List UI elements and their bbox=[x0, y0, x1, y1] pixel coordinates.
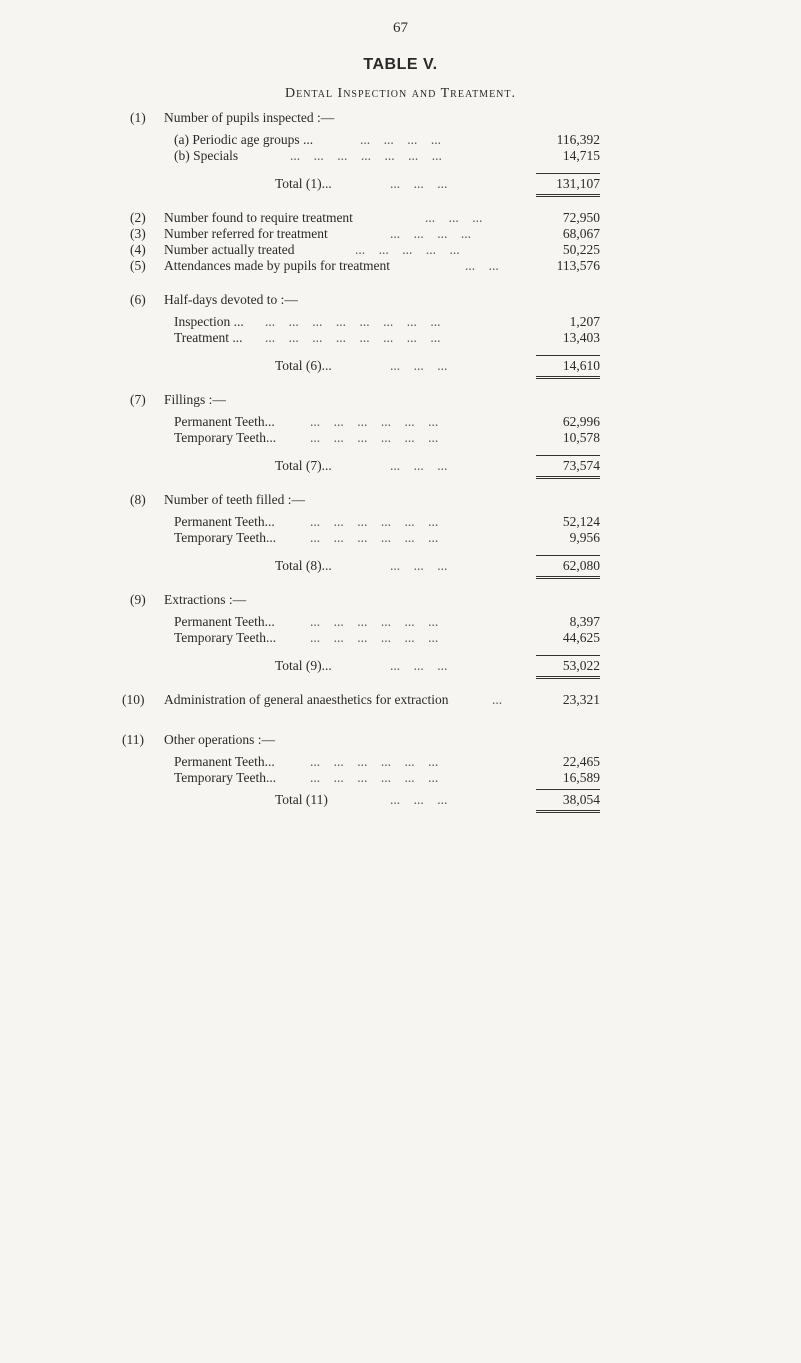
total-row: Total (6)... ... ... ... 14,610 bbox=[130, 358, 600, 374]
table-row: Permanent Teeth... ... ... ... ... ... ... 52,124 bbox=[174, 514, 600, 529]
table-row: Inspection ... ... ... ... ... ... ... ... ... 1,207 bbox=[174, 314, 600, 329]
table-row: (10) Administration of general anaesthetics for extraction ... 23,321 bbox=[122, 692, 600, 707]
table-row: Permanent Teeth... ... ... ... ... ... ... 8,397 bbox=[174, 614, 600, 629]
section-11-header: (11) Other operations :— bbox=[122, 732, 275, 747]
table-row: (5) Attendances made by pupils for treatment ... ... 113,576 bbox=[130, 258, 600, 273]
table-subtitle: Dental Inspection and Treatment. bbox=[284, 86, 517, 101]
table-row: (b) Specials ... ... ... ... ... ... ... 14,715 bbox=[174, 148, 600, 163]
table-row: Temporary Teeth... ... ... ... ... ... ... 9,956 bbox=[174, 530, 600, 545]
section-6-header: (6) Half-days devoted to :— bbox=[130, 292, 298, 307]
section-9-header: (9) Extractions :— bbox=[130, 592, 247, 607]
table-row: Permanent Teeth... ... ... ... ... ... ... 62,996 bbox=[174, 414, 600, 429]
total-row: Total (8)... ... ... ... 62,080 bbox=[130, 558, 600, 574]
table-row: Permanent Teeth... ... ... ... ... ... ... 22,465 bbox=[174, 754, 600, 769]
table-row: Temporary Teeth... ... ... ... ... ... ... 10,578 bbox=[174, 430, 600, 445]
table-row: Temporary Teeth... ... ... ... ... ... ... 16,589 bbox=[174, 770, 600, 785]
dental-table bbox=[122, 110, 600, 808]
table-title: TABLE V. bbox=[363, 56, 438, 73]
table-row: Treatment ... ... ... ... ... ... ... ... ... 13,403 bbox=[174, 330, 600, 345]
total-row: Total (11) ... ... ... 38,054 bbox=[130, 792, 600, 808]
page-number: 67 bbox=[393, 20, 408, 36]
table-row: (2) Number found to require treatment ... ... ... 72,950 bbox=[130, 210, 600, 225]
table-row: Temporary Teeth... ... ... ... ... ... ... 44,625 bbox=[174, 630, 600, 645]
total-row: Total (9)... ... ... ... 53,022 bbox=[130, 658, 600, 674]
total-row: Total (1)... ... ... ... 131,107 bbox=[130, 176, 600, 192]
section-1-header: (1) Number of pupils inspected :— bbox=[130, 110, 335, 125]
table-row: (a) Periodic age groups ... ... ... ... ... 116,392 bbox=[174, 132, 600, 147]
section-7-header: (7) Fillings :— bbox=[130, 392, 226, 407]
table-row: (4) Number actually treated ... ... ... ... ... 50,225 bbox=[130, 242, 600, 257]
total-row: Total (7)... ... ... ... 73,574 bbox=[130, 458, 600, 474]
section-8-header: (8) Number of teeth filled :— bbox=[130, 492, 305, 507]
table-row: (3) Number referred for treatment ... ... ... ... 68,067 bbox=[130, 226, 600, 241]
